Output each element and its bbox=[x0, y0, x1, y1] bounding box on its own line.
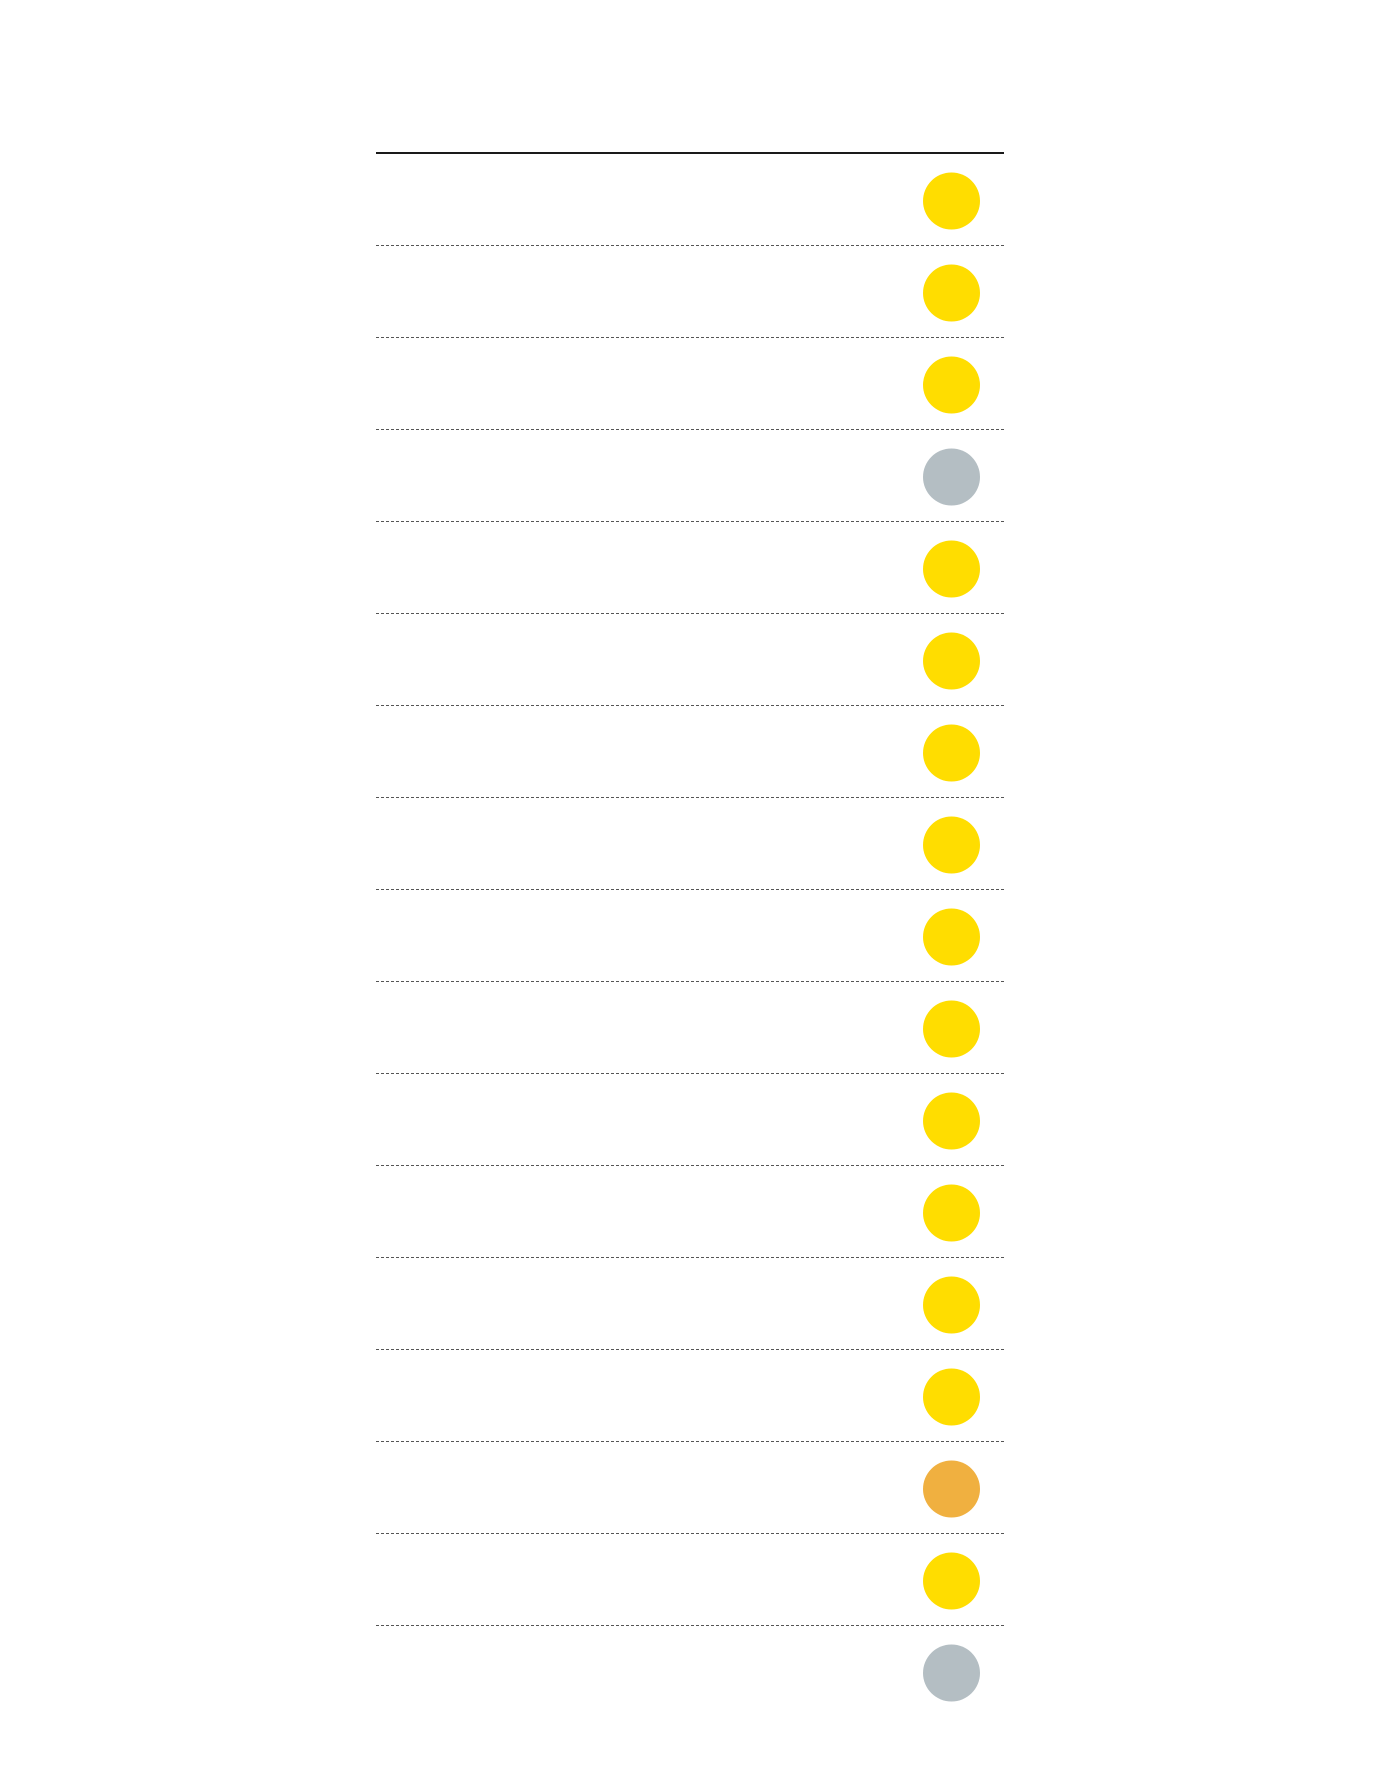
status-dot-yellow bbox=[923, 1369, 980, 1426]
status-dot-yellow bbox=[923, 173, 980, 230]
status-dot-yellow bbox=[923, 1277, 980, 1334]
list-item bbox=[376, 154, 1004, 246]
list-item bbox=[376, 1534, 1004, 1626]
list-item bbox=[376, 338, 1004, 430]
list-item bbox=[376, 1442, 1004, 1534]
status-dot-yellow bbox=[923, 541, 980, 598]
status-dot-yellow bbox=[923, 1093, 980, 1150]
list-item bbox=[376, 1258, 1004, 1350]
list-item bbox=[376, 890, 1004, 982]
list-item bbox=[376, 430, 1004, 522]
status-dot-grey bbox=[923, 449, 980, 506]
status-dot-yellow bbox=[923, 1553, 980, 1610]
status-dot-yellow bbox=[923, 265, 980, 322]
list-item bbox=[376, 246, 1004, 338]
status-list bbox=[376, 154, 1004, 1718]
status-panel bbox=[376, 0, 1004, 1768]
status-dot-yellow bbox=[923, 725, 980, 782]
list-item bbox=[376, 1166, 1004, 1258]
list-item bbox=[376, 798, 1004, 890]
status-dot-yellow bbox=[923, 633, 980, 690]
list-item bbox=[376, 1074, 1004, 1166]
status-dot-orange bbox=[923, 1461, 980, 1518]
status-dot-yellow bbox=[923, 1001, 980, 1058]
list-item bbox=[376, 614, 1004, 706]
status-dot-yellow bbox=[923, 909, 980, 966]
status-dot-yellow bbox=[923, 817, 980, 874]
status-dot-grey bbox=[923, 1645, 980, 1702]
status-dot-yellow bbox=[923, 1185, 980, 1242]
list-item bbox=[376, 1350, 1004, 1442]
list-item bbox=[376, 706, 1004, 798]
list-item bbox=[376, 1626, 1004, 1718]
list-item bbox=[376, 982, 1004, 1074]
list-item bbox=[376, 522, 1004, 614]
status-dot-yellow bbox=[923, 357, 980, 414]
